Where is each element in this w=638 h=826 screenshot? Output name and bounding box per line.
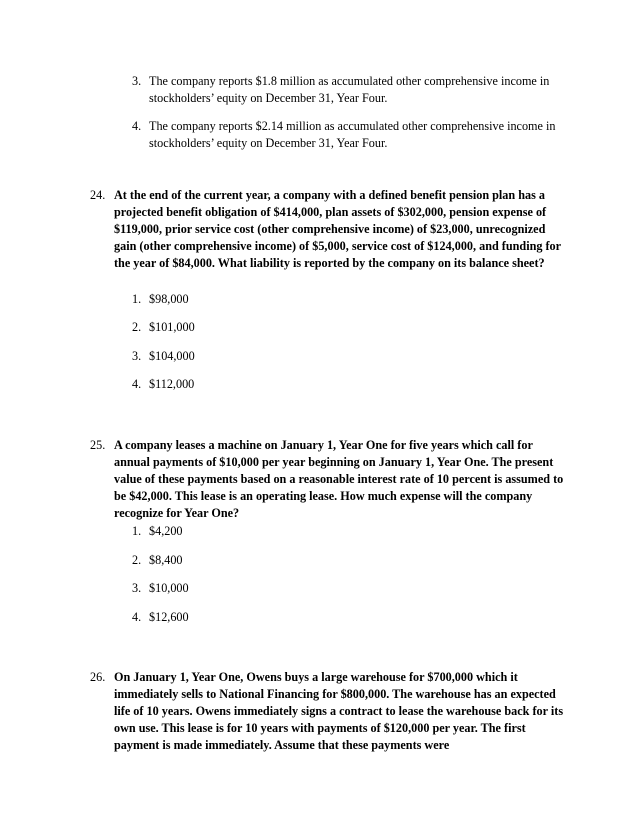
q25-option-1	[132, 523, 183, 540]
prev-option-4	[132, 118, 572, 152]
option-number: 4.	[132, 610, 142, 624]
option-text: $104,000	[149, 349, 195, 363]
option-number: 3.	[132, 581, 142, 595]
option-number: 3.	[132, 74, 142, 88]
q25-option-4	[132, 609, 189, 626]
q24-option-1	[132, 291, 189, 308]
option-number: 1.	[132, 524, 142, 538]
q24-option-3	[132, 348, 195, 365]
question-25	[90, 437, 570, 522]
prev-option-3	[132, 73, 572, 107]
option-text: $98,000	[149, 292, 189, 306]
option-number: 4.	[132, 377, 142, 391]
option-number: 2.	[132, 320, 142, 334]
option-text: $112,000	[149, 377, 195, 391]
question-number: 25.	[90, 438, 106, 452]
question-24	[90, 187, 570, 272]
option-text: $4,200	[149, 524, 183, 538]
option-text: $12,600	[149, 610, 189, 624]
question-text: A company leases a machine on January 1, Year One for five years which call for annual payments of $10,000 per year beginning on January 1, Year One. The present value of these payments based on a reasonable interest rate of 10 percent is assumed to be $42,000. This lease is an operating lease. How much expense will the company recognize for Year One?	[114, 438, 564, 520]
q25-option-2	[132, 552, 183, 569]
option-number: 2.	[132, 553, 142, 567]
q25-option-3	[132, 580, 189, 597]
q24-option-2	[132, 319, 195, 336]
option-text: $101,000	[149, 320, 195, 334]
question-text: At the end of the current year, a company with a defined benefit pension plan has a projected benefit obligation of $414,000, plan assets of $302,000, pension expense of $119,000, prior service cost (other comprehensive income) of $23,000, unrecognized gain (other comprehensive income) of $5,000, service cost of $124,000, and funding for the year of $84,000. What liability is reported by the company on its balance sheet?	[114, 188, 561, 270]
question-number: 24.	[90, 188, 106, 202]
option-text: $10,000	[149, 581, 189, 595]
question-26	[90, 669, 570, 754]
option-number: 1.	[132, 292, 142, 306]
option-number: 4.	[132, 119, 142, 133]
question-number: 26.	[90, 670, 106, 684]
option-text: $8,400	[149, 553, 183, 567]
q24-option-4	[132, 376, 194, 393]
option-text: The company reports $1.8 million as accumulated other comprehensive income in stockholders’ equity on December 31, Year Four.	[149, 74, 550, 105]
question-text: On January 1, Year One, Owens buys a large warehouse for $700,000 which it immediately sells to National Financing for $800,000. The warehouse has an expected life of 10 years. Owens immediately signs a contract to lease the warehouse back for its own use. This lease is for 10 years with payments of $120,000 per year. The first payment is made immediately. Assume that these payments were	[114, 670, 564, 752]
option-text: The company reports $2.14 million as accumulated other comprehensive income in stockholders’ equity on December 31, Year Four.	[149, 119, 556, 150]
option-number: 3.	[132, 349, 142, 363]
